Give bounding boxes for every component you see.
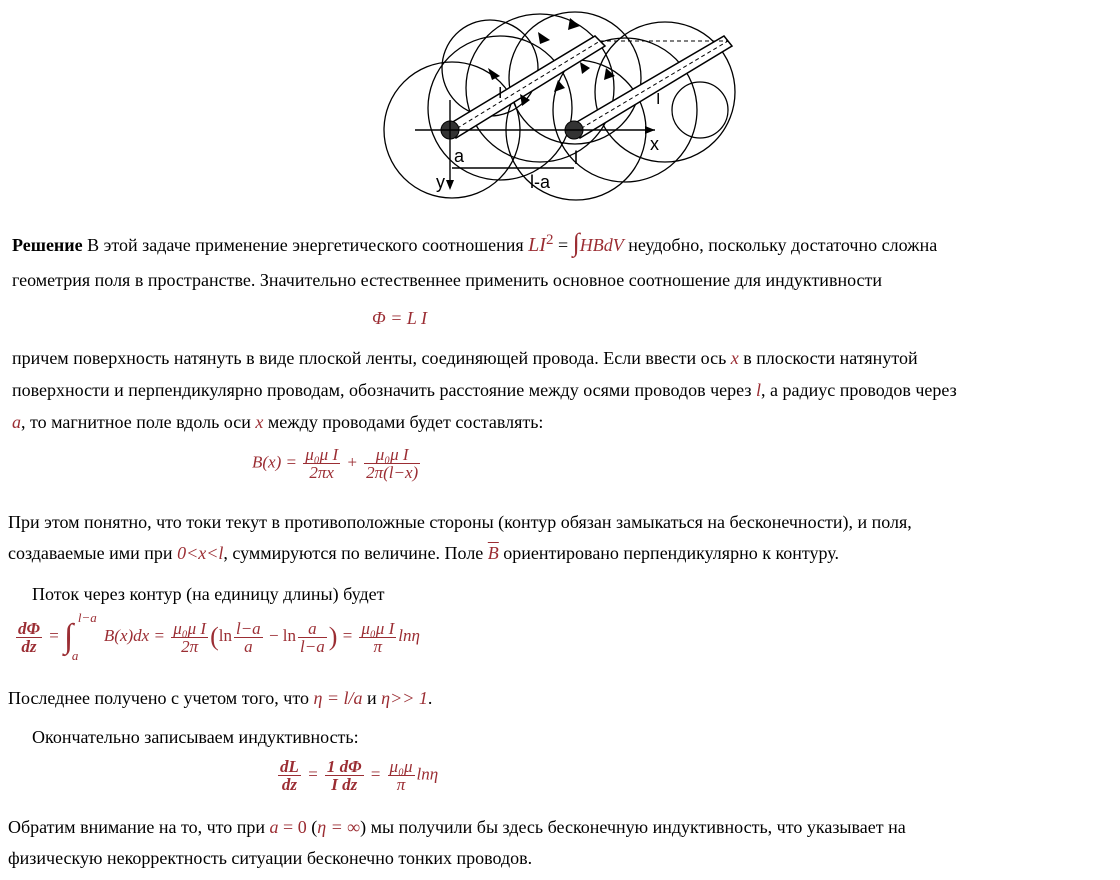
eq-lhs: B(x) = <box>252 452 302 472</box>
label-a: a <box>454 146 465 166</box>
eq-sup: 2 <box>545 232 554 248</box>
integral-upper: l−a <box>77 610 97 625</box>
label-y: y <box>436 172 445 192</box>
para-line-2: геометрия поля в пространстве. Значительно естественнее применить основное соотношение для индуктивности <box>12 270 883 290</box>
numerator: dL <box>280 757 299 776</box>
denominator: a <box>244 636 253 656</box>
text: создаваемые ими при <box>8 543 178 563</box>
math-eta-inf: η = ∞ <box>317 817 361 837</box>
numerator: μ₀μ I <box>361 618 395 638</box>
plus: + <box>342 452 363 472</box>
frac <box>298 620 327 655</box>
eq-flux: Φ = L I <box>372 308 428 328</box>
para-line-9 <box>8 686 1120 710</box>
ln: ln <box>218 625 232 645</box>
denominator: 2πx <box>309 463 334 482</box>
text: между проводами будет составлять: <box>263 412 544 432</box>
frac <box>325 758 364 793</box>
ln-eta: lnη <box>416 764 439 784</box>
para-line-4 <box>12 378 1106 402</box>
para-line-3 <box>12 346 1106 370</box>
math-a: a <box>12 412 21 432</box>
math-eta-ineq: η>> 1 <box>381 688 428 708</box>
para-line-10: Окончательно записываем индуктивность: <box>32 727 359 747</box>
para-line-1 <box>12 228 1106 257</box>
equals: = <box>365 764 386 784</box>
numerator: l−a <box>235 618 261 638</box>
label-x: x <box>650 134 659 154</box>
text: ) мы получили бы здесь бесконечную индуктивность, что указывает на <box>360 817 906 837</box>
math-l: l <box>755 380 761 400</box>
equals: = <box>337 625 358 645</box>
para-line-11 <box>8 815 1106 839</box>
text: ориентировано перпендикулярно к контуру. <box>498 543 839 563</box>
text: В этой задаче применение энергетического соотношения <box>82 235 529 255</box>
text: в плоскости натянутой <box>743 348 918 368</box>
numerator: μ₀μ <box>389 757 413 776</box>
para-line-8: Поток через контур (на единицу длины) будет <box>32 584 385 604</box>
math-a: a <box>269 817 279 837</box>
frac <box>171 620 208 655</box>
label-l: l <box>574 148 578 168</box>
para-line-7 <box>8 541 1120 565</box>
denominator: π <box>373 636 383 656</box>
denominator: l−a <box>300 636 325 656</box>
denominator: 2π(l−x) <box>366 463 419 482</box>
text: поверхности и перпендикулярно проводам, обозначить расстояние между осями проводов через <box>12 380 752 400</box>
text: и <box>362 688 382 708</box>
denominator: dz <box>281 775 297 794</box>
numerator: μ₀μ I <box>364 446 420 464</box>
denominator: dz <box>21 636 37 656</box>
para-line-12: физическую некорректность ситуации бесконечно тонких проводов. <box>8 848 533 868</box>
para-line-6: При этом понятно, что токи текут в противоположные стороны (контур обязан замыкаться на бесконечности), и поля, <box>8 512 912 532</box>
frac <box>234 620 263 655</box>
math-zero: = 0 <box>278 817 307 837</box>
eq-hbdv: HBdV <box>579 235 624 255</box>
integral <box>63 610 97 663</box>
frac <box>16 620 42 655</box>
label-current-2: I <box>656 91 661 108</box>
equals: = <box>43 625 64 645</box>
frac <box>303 446 340 481</box>
eq-li2: LI <box>528 234 546 256</box>
solution-heading: Решение <box>12 235 83 255</box>
para-line-5 <box>12 410 1120 434</box>
frac <box>364 446 420 481</box>
text: причем поверхность натянуть в виде плоской ленты, соединяющей провода. Если ввести ось <box>12 348 727 368</box>
frac <box>388 758 415 793</box>
text: , суммируются по величине. Поле <box>223 543 488 563</box>
eq-inductance <box>276 758 438 793</box>
eq-bx <box>252 446 422 481</box>
numerator: a <box>298 620 327 638</box>
frac <box>278 758 301 793</box>
math-eta: η = l/a <box>313 688 363 708</box>
integrand: B(x)dx = <box>103 625 170 645</box>
text: Обратим внимание на то, что при <box>8 817 270 837</box>
text: неудобно, поскольку достаточно сложна <box>623 235 938 255</box>
numerator: dΦ <box>18 618 40 638</box>
ln-eta: lnη <box>398 625 420 645</box>
minus-ln: − ln <box>264 625 296 645</box>
text: , то магнитное поле вдоль оси <box>21 412 256 432</box>
integral-sign: ∫ <box>572 228 580 257</box>
denominator: I dz <box>331 775 358 794</box>
numerator: 1 dΦ <box>326 757 362 776</box>
math-range: 0<x<l <box>177 543 224 563</box>
text: , а радиус проводов через <box>760 380 957 400</box>
vector-b: $\overline{B}$ <box>487 543 499 563</box>
text: . <box>427 688 433 708</box>
eq-equals: = <box>553 235 573 255</box>
numerator: μ₀μ I <box>173 618 207 638</box>
text: Последнее получено с учетом того, что <box>8 688 314 708</box>
eq-flux-integral: $\frac{d\Phi}{dz}$ = ∫ l−a a B(x)dx = $\frac{\text{μ₀μ I}}{2\pi}$ (ln $\frac{l-a}{a}$ − ln $\frac{a}{l-a}$ ) = $\frac{\text{μ₀μ I}}{\pi}$ lnη <box>18 610 420 663</box>
frac <box>359 620 396 655</box>
label-current-1: I <box>498 85 503 102</box>
denominator: π <box>396 775 406 794</box>
math-x: x <box>255 412 264 432</box>
label-l-minus-a: l-a <box>530 172 551 192</box>
integral-sign: ∫ <box>63 618 74 655</box>
denominator: 2π <box>181 636 199 656</box>
integral-lower: a <box>71 648 79 663</box>
equals: = <box>302 764 323 784</box>
wires-field-figure <box>380 8 750 204</box>
text: ( <box>306 817 318 837</box>
numerator: μ₀μ I <box>305 445 339 464</box>
math-x: x <box>730 348 739 368</box>
